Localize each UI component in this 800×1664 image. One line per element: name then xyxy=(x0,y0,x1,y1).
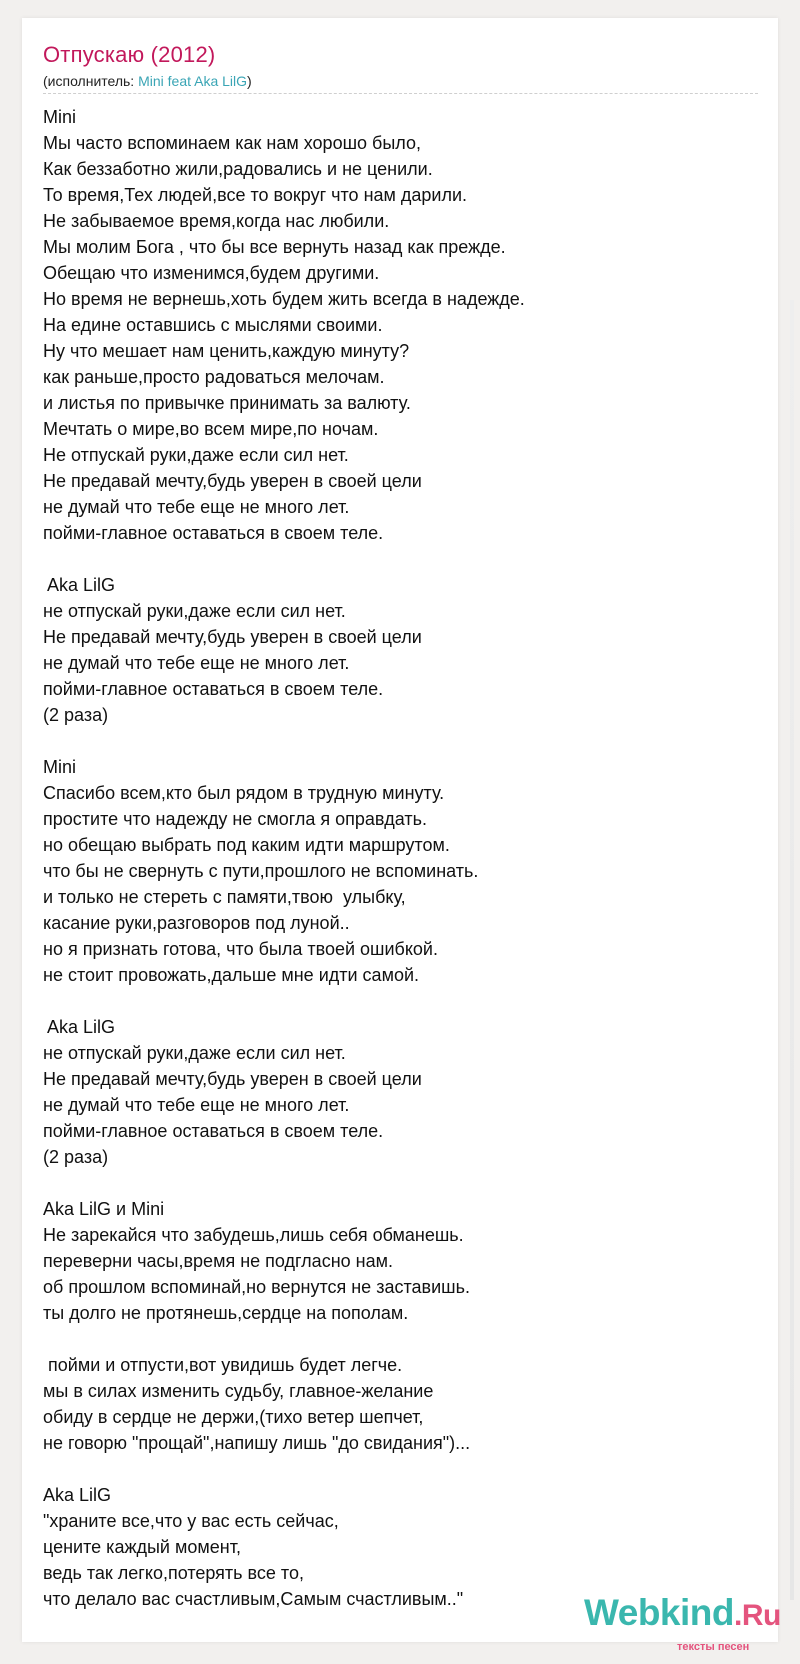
lyric-line: но обещаю выбрать под каким идти маршрутом. xyxy=(43,835,450,855)
logo-main: Webkind xyxy=(584,1592,734,1633)
lyric-line: не думай что тебе еще не много лет. xyxy=(43,1095,350,1115)
lyric-line: не стоит провожать,дальше мне идти самой. xyxy=(43,965,420,985)
lyric-line: Не предавай мечту,будь уверен в своей цели xyxy=(43,627,422,647)
lyric-line: простите что надежду не смогла я оправдать. xyxy=(43,809,428,829)
lyric-line: не думай что тебе еще не много лет. xyxy=(43,497,350,517)
lyric-line: Как беззаботно жили,радовались и не ценили. xyxy=(43,159,433,179)
logo-tagline: тексты песен xyxy=(677,1641,750,1653)
lyric-line: Aka LilG и Mini xyxy=(43,1199,165,1219)
lyric-line: Aka LilG xyxy=(43,575,116,595)
lyric-line: не говорю "прощай",напишу лишь "до свидания")... xyxy=(43,1433,471,1453)
lyric-line: что делало вас счастливым,Самым счастливым.." xyxy=(43,1589,464,1609)
lyric-line: Мечтать о мире,во всем мире,по ночам. xyxy=(43,419,379,439)
lyric-line: пойми и отпусти,вот увидишь будет легче. xyxy=(43,1355,403,1375)
lyric-line: Aka LilG xyxy=(43,1485,112,1505)
webkind-logo[interactable] xyxy=(584,1592,781,1634)
lyric-line: Обещаю что изменимся,будем другими. xyxy=(43,263,380,283)
lyric-line xyxy=(43,1456,525,1482)
lyric-line: не отпускай руки,даже если сил нет. xyxy=(43,601,346,621)
lyric-line: мы в силах изменить судьбу, главное-желание xyxy=(43,1381,434,1401)
lyric-line: (2 раза) xyxy=(43,705,109,725)
lyric-line: На едине оставшись с мыслями своими. xyxy=(43,315,383,335)
lyric-line: Мы часто вспоминаем как нам хорошо было, xyxy=(43,133,421,153)
lyric-line: ты долго не протянешь,сердце на пополам. xyxy=(43,1303,409,1323)
lyric-line: об прошлом вспоминай,но вернутся не заставишь. xyxy=(43,1277,470,1297)
lyric-line xyxy=(43,728,525,754)
lyric-line: цените каждый момент, xyxy=(43,1537,241,1557)
lyric-line: пойми-главное оставаться в своем теле. xyxy=(43,1121,384,1141)
lyric-line: но я признать готова, что была твоей ошибкой. xyxy=(43,939,438,959)
artist-link[interactable]: Mini feat Aka LilG xyxy=(138,73,248,89)
lyric-line: и только не стереть с памяти,твою улыбку, xyxy=(43,887,406,907)
lyric-line: касание руки,разговоров под луной.. xyxy=(43,913,350,933)
lyric-line: Не предавай мечту,будь уверен в своей цели xyxy=(43,1069,422,1089)
lyric-line: Но время не вернешь,хоть будем жить всегда в надежде. xyxy=(43,289,525,309)
lyric-line: пойми-главное оставаться в своем теле. xyxy=(43,679,384,699)
lyric-line: Не отпускай руки,даже если сил нет. xyxy=(43,445,349,465)
lyric-line: Не зарекайся что забудешь,лишь себя обманешь. xyxy=(43,1225,464,1245)
artist-prefix: (исполнитель: xyxy=(43,73,139,89)
lyric-line: "храните все,что у вас есть сейчас, xyxy=(43,1511,339,1531)
lyric-line: и листья по привычке принимать за валюту. xyxy=(43,393,411,413)
lyric-line: ведь так легко,потерять все то, xyxy=(43,1563,304,1583)
lyric-line: не думай что тебе еще не много лет. xyxy=(43,653,350,673)
lyric-line: не отпускай руки,даже если сил нет. xyxy=(43,1043,346,1063)
lyric-line: Ну что мешает нам ценить,каждую минуту? xyxy=(43,341,410,361)
lyric-line: что бы не свернуть с пути,прошлого не вспоминать. xyxy=(43,861,479,881)
lyric-line: Aka LilG xyxy=(43,1017,116,1037)
artist-suffix: ) xyxy=(247,73,252,89)
lyric-line: как раньше,просто радоваться мелочам. xyxy=(43,367,385,387)
artist-line xyxy=(43,73,252,89)
lyric-line: Мы молим Бога , что бы все вернуть назад как прежде. xyxy=(43,237,506,257)
lyric-line: Не предавай мечту,будь уверен в своей цели xyxy=(43,471,422,491)
lyrics-body xyxy=(43,104,525,1612)
lyric-line: Mini xyxy=(43,107,77,127)
lyric-line: (2 раза) xyxy=(43,1147,109,1167)
scroll-shadow xyxy=(790,300,794,1600)
lyric-line: переверни часы,время не подгласно нам. xyxy=(43,1251,393,1271)
logo-tld: .Ru xyxy=(734,1599,781,1632)
lyric-line: Не забываемое время,когда нас любили. xyxy=(43,211,390,231)
lyric-line: Mini xyxy=(43,757,77,777)
divider xyxy=(43,93,758,94)
lyric-line xyxy=(43,1326,525,1352)
lyric-line: пойми-главное оставаться в своем теле. xyxy=(43,523,384,543)
lyric-line xyxy=(43,1170,525,1196)
song-title: Отпускаю (2012) xyxy=(43,42,216,67)
lyric-line xyxy=(43,546,525,572)
lyric-line: То время,Тех людей,все то вокруг что нам дарили. xyxy=(43,185,468,205)
lyric-line xyxy=(43,988,525,1014)
lyric-line: Спасибо всем,кто был рядом в трудную минуту. xyxy=(43,783,445,803)
lyric-line: обиду в сердце не держи,(тихо ветер шепчет, xyxy=(43,1407,424,1427)
